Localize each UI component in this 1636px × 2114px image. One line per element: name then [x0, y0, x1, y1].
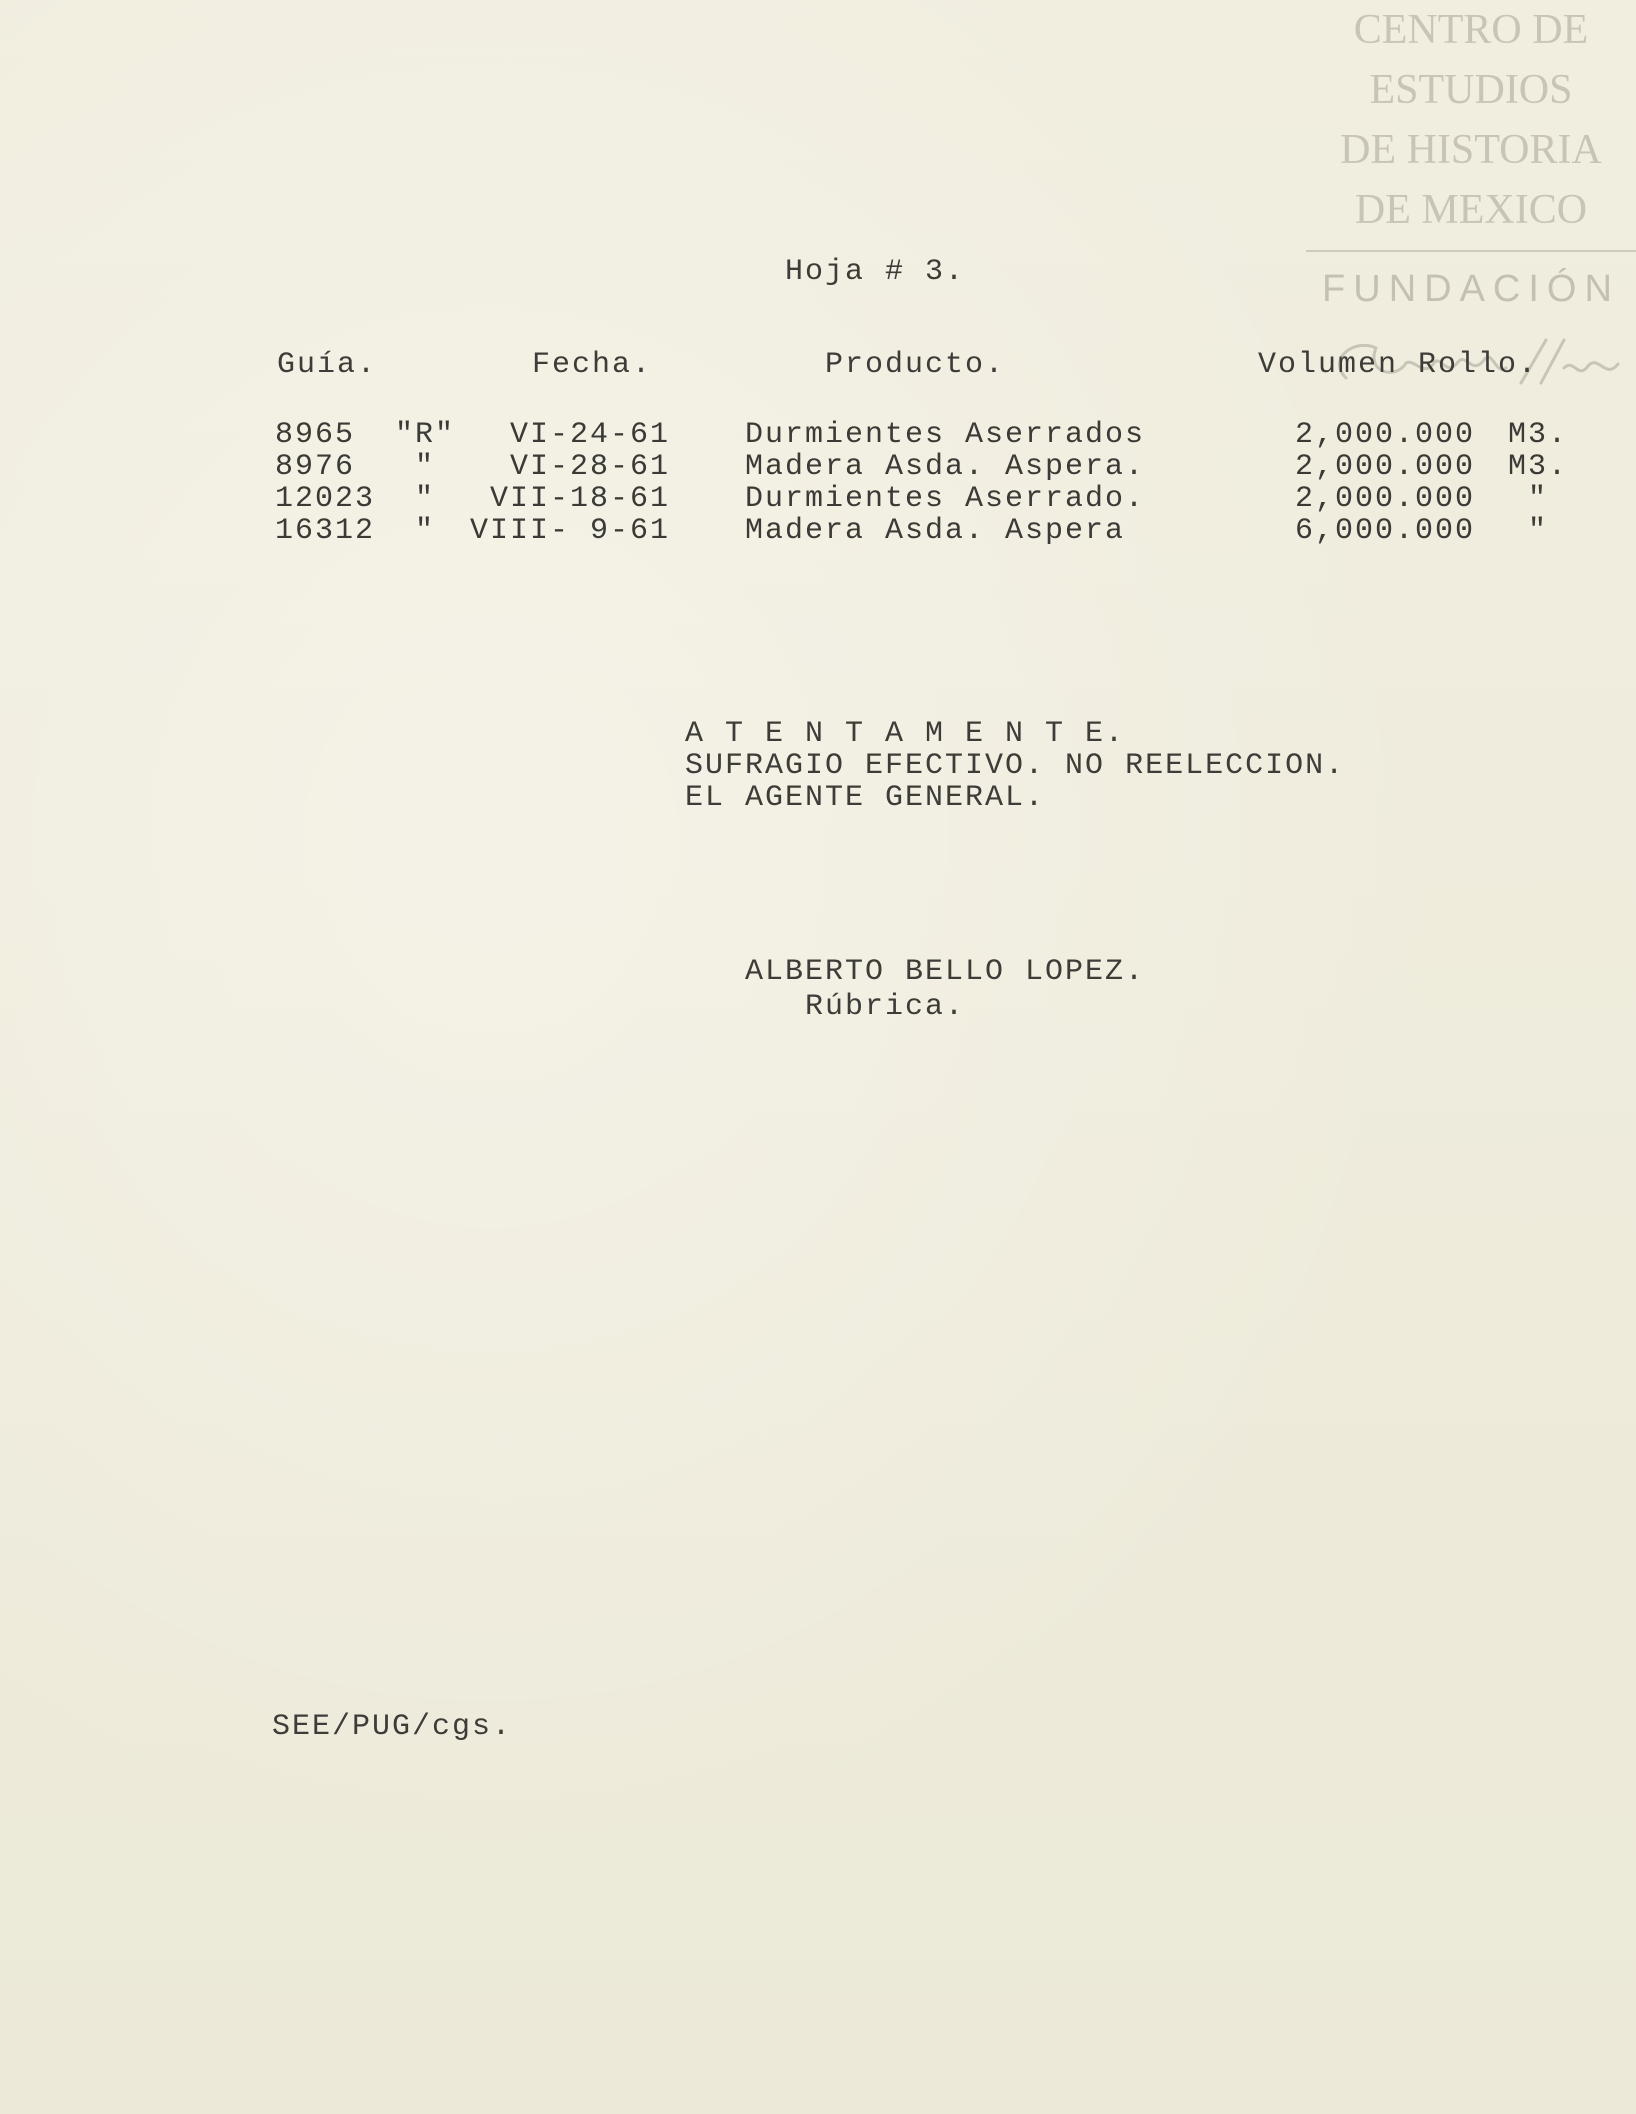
cell-guia: 16312 [275, 514, 376, 548]
watermark-foundation: FUNDACIÓN [1322, 268, 1620, 310]
table-row [0, 482, 1636, 514]
cell-volumen: 6,000.000 [1294, 514, 1475, 548]
watermark-line: DE MEXICO [1354, 187, 1588, 233]
cell-volumen: 2,000.000 [1294, 418, 1475, 452]
table-row [0, 450, 1636, 482]
reference-initials: SEE/PUG/cgs. [272, 1710, 513, 1744]
cell-mark: "R" [395, 418, 456, 452]
column-header-volumen: Volumen Rollo. [1258, 348, 1539, 382]
cell-volumen: 2,000.000 [1294, 482, 1475, 516]
signer-name: ALBERTO BELLO LOPEZ. [745, 955, 1146, 989]
cell-unidad: M3. [1508, 418, 1569, 452]
cell-volumen: 2,000.000 [1294, 450, 1475, 484]
cell-unidad: " [1527, 514, 1548, 548]
closing-atentamente: A T E N T A M E N T E. [685, 717, 1126, 751]
watermark-line: DE HISTORIA [1340, 127, 1602, 173]
cell-fecha: VII-18-61 [489, 482, 670, 516]
table-row [0, 418, 1636, 450]
cell-producto: Madera Asda. Aspera [745, 514, 1126, 548]
cell-mark: " [414, 450, 435, 484]
watermark-line: ESTUDIOS [1369, 67, 1573, 113]
cell-unidad: " [1527, 482, 1548, 516]
column-header-guia: Guía. [277, 348, 378, 382]
closing-slogan: SUFRAGIO EFECTIVO. NO REELECCION. [685, 749, 1346, 783]
watermark-line: CENTRO DE [1353, 7, 1589, 53]
archive-watermark [1306, 0, 1636, 310]
closing-agent-title: EL AGENTE GENERAL. [685, 781, 1046, 815]
cell-guia: 8976 [275, 450, 356, 484]
sheet-header: Hoja # 3. [785, 255, 966, 289]
cell-unidad: M3. [1508, 450, 1569, 484]
signer-rubrica: Rúbrica. [805, 990, 966, 1024]
cell-guia: 8965 [275, 418, 356, 452]
column-header-producto: Producto. [825, 348, 1006, 382]
cell-guia: 12023 [275, 482, 376, 516]
cell-mark: " [414, 482, 435, 516]
watermark-divider [1306, 250, 1636, 252]
cell-mark: " [414, 514, 435, 548]
cell-fecha: VI-24-61 [509, 418, 670, 452]
column-header-fecha: Fecha. [532, 348, 653, 382]
cell-fecha: VI-28-61 [509, 450, 670, 484]
cell-producto: Madera Asda. Aspera. [745, 450, 1146, 484]
cell-fecha: VIII- 9-61 [469, 514, 670, 548]
table-row [0, 514, 1636, 546]
cell-producto: Durmientes Aserrado. [745, 482, 1146, 516]
cell-producto: Durmientes Aserrados [745, 418, 1146, 452]
